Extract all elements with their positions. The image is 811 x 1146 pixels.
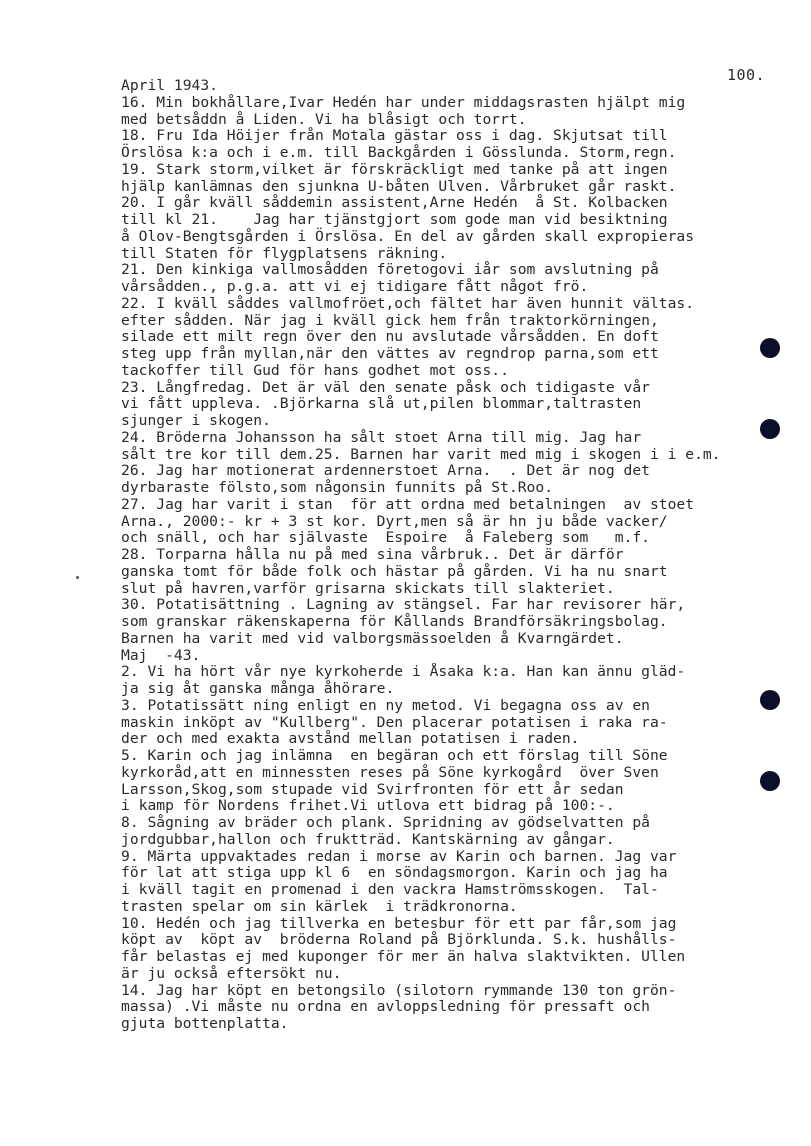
- text-line: efter sådden. När jag i kväll gick hem från traktorkörningen,: [121, 312, 659, 329]
- text-line: köpt av köpt av bröderna Roland på Björklunda. S.k. hushålls-: [121, 932, 677, 949]
- text-line: 27. Jag har varit i stan för att ordna med betalningen av stoet: [121, 496, 695, 513]
- text-line: der och med exakta avstånd mellan potatisen i raden.: [121, 731, 580, 748]
- text-line: Barnen ha varit med vid valborgsmässoelden å Kvarngärdet.: [121, 630, 624, 647]
- text-line: och snäll, och har självaste Espoire å Faleberg som m.f.: [121, 530, 650, 547]
- text-line: maskin inköpt av "Kullberg". Den placerar potatisen i raka ra-: [121, 714, 668, 731]
- text-line: ja sig åt ganska många åhörare.: [121, 681, 395, 697]
- text-line: i kväll tagit en promenad i den vackra Hamströmsskogen. Tal-: [121, 882, 659, 898]
- text-line: Örslösa k:a och i e.m. till Backgården i Gösslunda. Storm,regn.: [121, 145, 677, 161]
- text-line: 28. Torparna hålla nu på med sina vårbruk.. Det är därför: [121, 547, 624, 563]
- text-line: 14. Jag har köpt en betongsilo (silotorn rymmande 130 ton grön-: [121, 982, 677, 999]
- text-line: trasten spelar om sin kärlek i trädkronorna.: [121, 898, 518, 915]
- punch-hole: [760, 690, 780, 710]
- text-line: slut på havren,varför grisarna skickats till slakteriet.: [121, 580, 615, 597]
- paper-speck: [76, 576, 79, 579]
- text-line: 19. Stark storm,vilket är förskräckligt med tanke på att ingen: [121, 161, 668, 178]
- text-line: 10. Hedén och jag tillverka en betesbur för ett par får,som jag: [121, 915, 677, 932]
- text-line: får belastas ej med kuponger för mer än halva slaktvikten. Ullen: [121, 949, 686, 965]
- text-line: dyrbaraste fölsto,som någonsin funnits på St.Roo.: [121, 480, 554, 496]
- text-line: 9. Märta uppvaktades redan i morse av Karin och barnen. Jag var: [121, 848, 677, 865]
- text-line: kyrkoråd,att en minnessten reses på Söne kyrkogård över Sven: [121, 764, 659, 781]
- text-line: i kamp för Nordens frihet.Vi utlova ett bidrag på 100:-.: [121, 798, 615, 815]
- text-line: massa) .Vi måste nu ordna en avloppsledning för pressaft och: [121, 999, 650, 1016]
- text-line: 26. Jag har motionerat ardennerstoet Arna. . Det är nog det: [121, 463, 650, 480]
- text-line: 8. Sågning av bräder och plank. Spridning av gödselvatten på: [121, 815, 650, 831]
- text-line: 30. Potatisättning . Lagning av stängsel. Far har revisorer här,: [121, 597, 686, 614]
- text-line: Maj -43.: [121, 647, 201, 664]
- text-line: till kl 21. Jag har tjänstgjort som gode man vid besiktning: [121, 212, 668, 228]
- text-line: Arna., 2000:- kr + 3 st kor. Dyrt,men så är hn ju både vacker/: [121, 513, 668, 530]
- text-line: 22. I kväll såddes vallmofröet,och fältet har även hunnit vältas.: [121, 295, 695, 312]
- text-line: 24. Bröderna Johansson ha sålt stoet Arna till mig. Jag har: [121, 429, 642, 446]
- text-line: 16. Min bokhållare,Ivar Hedén har under middagsrasten hjälpt mig: [121, 94, 686, 111]
- text-line: för lat att stiga upp kl 6 en söndagsmorgon. Karin och jag ha: [121, 865, 668, 882]
- text-line: 18. Fru Ida Höijer från Motala gästar oss i dag. Skjutsat till: [121, 128, 668, 145]
- text-line: steg upp från myllan,när den vättes av regndrop parna,som ett: [121, 346, 659, 362]
- text-line: silade ett milt regn över den nu avslutade vårsådden. En doft: [121, 329, 659, 346]
- text-line: April 1943.: [121, 78, 218, 94]
- diary-text: [121, 78, 781, 1033]
- text-line: jordgubbar,hallon och fruktträd. Kantskärning av gångar.: [121, 831, 615, 848]
- punch-hole: [760, 338, 780, 358]
- text-line: vi fått uppleva. .Björkarna slå ut,pilen blommar,taltrasten: [121, 396, 642, 413]
- text-line: med betsåddn å Liden. Vi ha blåsigt och torrt.: [121, 111, 527, 128]
- text-line: sjunger i skogen.: [121, 413, 271, 429]
- text-line: 23. Långfredag. Det är väl den senate påsk och tidigaste vår: [121, 379, 650, 396]
- page-number: 100.: [727, 66, 766, 84]
- text-line: till Staten för flygplatsens räkning.: [121, 245, 448, 262]
- text-line: ganska tomt för både folk och hästar på gården. Vi ha nu snart: [121, 563, 668, 580]
- text-line: tackoffer till Gud för hans godhet mot oss..: [121, 362, 509, 379]
- punch-hole: [760, 419, 780, 439]
- text-line: 2. Vi ha hört vår nye kyrkoherde i Åsaka k:a. Han kan ännu gläd-: [121, 664, 686, 681]
- text-line: är ju också eftersökt nu.: [121, 965, 342, 982]
- text-line: gjuta bottenplatta.: [121, 1016, 289, 1032]
- text-line: sålt tre kor till dem.25. Barnen har varit med mig i skogen i i e.m.: [121, 446, 721, 463]
- punch-hole: [760, 771, 780, 791]
- text-line: som granskar räkenskaperna för Kållands Brandförsäkringsbolag.: [121, 614, 668, 630]
- text-line: 3. Potatissätt ning enligt en ny metod. Vi begagna oss av en: [121, 697, 650, 714]
- text-line: Larsson,Skog,som stupade vid Svirfronten för ett år sedan: [121, 781, 624, 798]
- text-line: vårsådden., p.g.a. att vi ej tidigare fått något frö.: [121, 279, 589, 295]
- text-line: 21. Den kinkiga vallmosådden företogovi iår som avslutning på: [121, 262, 659, 279]
- text-line: 20. I går kväll såddemin assistent,Arne Hedén å St. Kolbacken: [121, 195, 668, 212]
- text-line: 5. Karin och jag inlämna en begäran och ett förslag till Söne: [121, 748, 668, 764]
- text-line: å Olov-Bengtsgården i Örslösa. En del av gården skall expropieras: [121, 228, 695, 245]
- text-line: hjälp kanlämnas den sjunkna U-båten Ulven. Vårbruket går raskt.: [121, 178, 677, 195]
